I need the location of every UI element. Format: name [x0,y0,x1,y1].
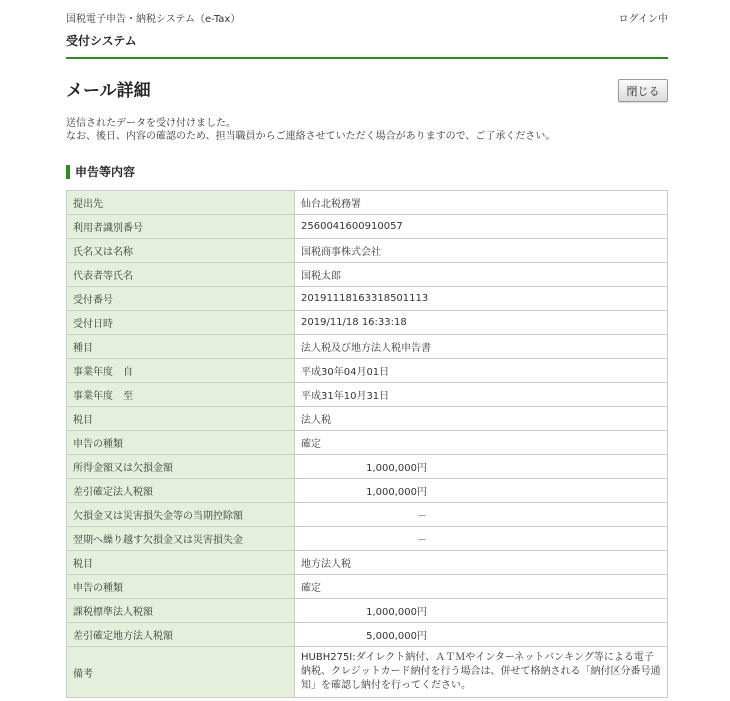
row-label: 所得金額又は欠損金額 [67,455,295,479]
login-status: ログイン中 [618,14,668,25]
table-row [67,335,668,359]
table-row [67,431,668,455]
row-value-cell [295,263,668,287]
row-value-cell [295,551,668,575]
row-value-cell [295,383,668,407]
table-row [67,359,668,383]
row-value-cell [295,431,668,455]
row-value-cell [295,527,668,551]
row-value: － [417,535,427,546]
row-value: 20191118163318501113 [301,293,429,304]
row-label: 事業年度 至 [67,383,295,407]
message-line: 送信されたデータを受け付けました。 [66,118,236,129]
row-value: 仙台北税務署 [301,199,361,210]
row-value-cell [295,335,668,359]
row-label: 翌期へ繰り越す欠損金又は災害損失金 [67,527,295,551]
row-value: 法人税 [301,415,331,426]
table-row [67,215,668,239]
table-row [67,575,668,599]
row-label: 代表者等氏名 [67,263,295,287]
declaration-detail-table [66,190,668,698]
subsystem-title: 受付システム [66,34,137,48]
close-button[interactable]: 閉じる [618,79,668,102]
row-value: 平成31年10月31日 [301,391,390,402]
table-row [67,503,668,527]
row-value-cell [295,455,668,479]
row-value: 5,000,000円 [366,631,427,642]
table-row [67,527,668,551]
row-value-cell [295,239,668,263]
row-label: 提出先 [67,191,295,215]
row-value-cell [295,503,668,527]
top-bar [66,10,668,26]
row-value-cell [295,647,668,698]
row-label: 税目 [67,407,295,431]
table-row [67,455,668,479]
row-value: 確定 [301,439,321,450]
row-value-cell [295,575,668,599]
table-row [67,551,668,575]
row-label: 受付日時 [67,311,295,335]
row-value: 2560041600910057 [301,221,403,232]
section-title: 申告等内容 [75,165,136,179]
row-value-cell [295,623,668,647]
row-label: 氏名又は名称 [67,239,295,263]
row-value: 法人税及び地方法人税申告書 [301,343,431,354]
table-row [67,263,668,287]
row-value: 1,000,000円 [366,463,427,474]
row-value: 2019/11/18 16:33:18 [301,317,407,328]
row-label: 申告の種類 [67,575,295,599]
row-label: 種目 [67,335,295,359]
table-row [67,623,668,647]
row-value: － [417,511,427,522]
table-row [67,479,668,503]
table-row [67,311,668,335]
table-row [67,383,668,407]
row-label: 申告の種類 [67,431,295,455]
section-heading [66,164,135,179]
row-label: 税目 [67,551,295,575]
table-row [67,191,668,215]
row-value: 確定 [301,583,321,594]
row-value: 1,000,000円 [366,487,427,498]
row-label: 差引確定法人税額 [67,479,295,503]
row-value: 1,000,000円 [366,607,427,618]
row-value-cell [295,479,668,503]
table-row [67,599,668,623]
table-row [67,287,668,311]
table-row [67,407,668,431]
row-label: 事業年度 自 [67,359,295,383]
row-label: 課税標準法人税額 [67,599,295,623]
table-row [67,239,668,263]
row-value-cell [295,359,668,383]
row-value: 平成30年04月01日 [301,367,390,378]
row-value-cell [295,407,668,431]
section-marker [66,165,70,179]
row-label: 差引確定地方法人税額 [67,623,295,647]
row-label: 利用者識別番号 [67,215,295,239]
row-value-cell [295,215,668,239]
system-name: 国税電子申告・納税システム（e-Tax） [66,14,241,25]
row-value-cell [295,311,668,335]
row-value: 国税商事株式会社 [301,247,381,258]
message-line: なお、後日、内容の確認のため、担当職員からご連絡させていただく場合がありますので、ご了承ください。 [66,131,556,142]
table-row [67,647,668,698]
row-label: 備考 [67,647,295,698]
row-label: 欠損金又は災害損失金等の当期控除額 [67,503,295,527]
row-value: HUBH275I:ダイレクト納付、ＡＴＭやインターネットバンキング等による電子納税、クレジットカード納付を行う場合は、併せて格納される「納付区分番号通知」を確認し納付を行ってください。 [301,652,661,691]
row-value-cell [295,191,668,215]
row-value: 地方法人税 [301,559,351,570]
row-label: 受付番号 [67,287,295,311]
row-value-cell [295,287,668,311]
header-divider [66,57,668,59]
acceptance-message [66,117,555,143]
page-title: メール詳細 [66,81,151,101]
row-value: 国税太郎 [301,271,341,282]
row-value-cell [295,599,668,623]
